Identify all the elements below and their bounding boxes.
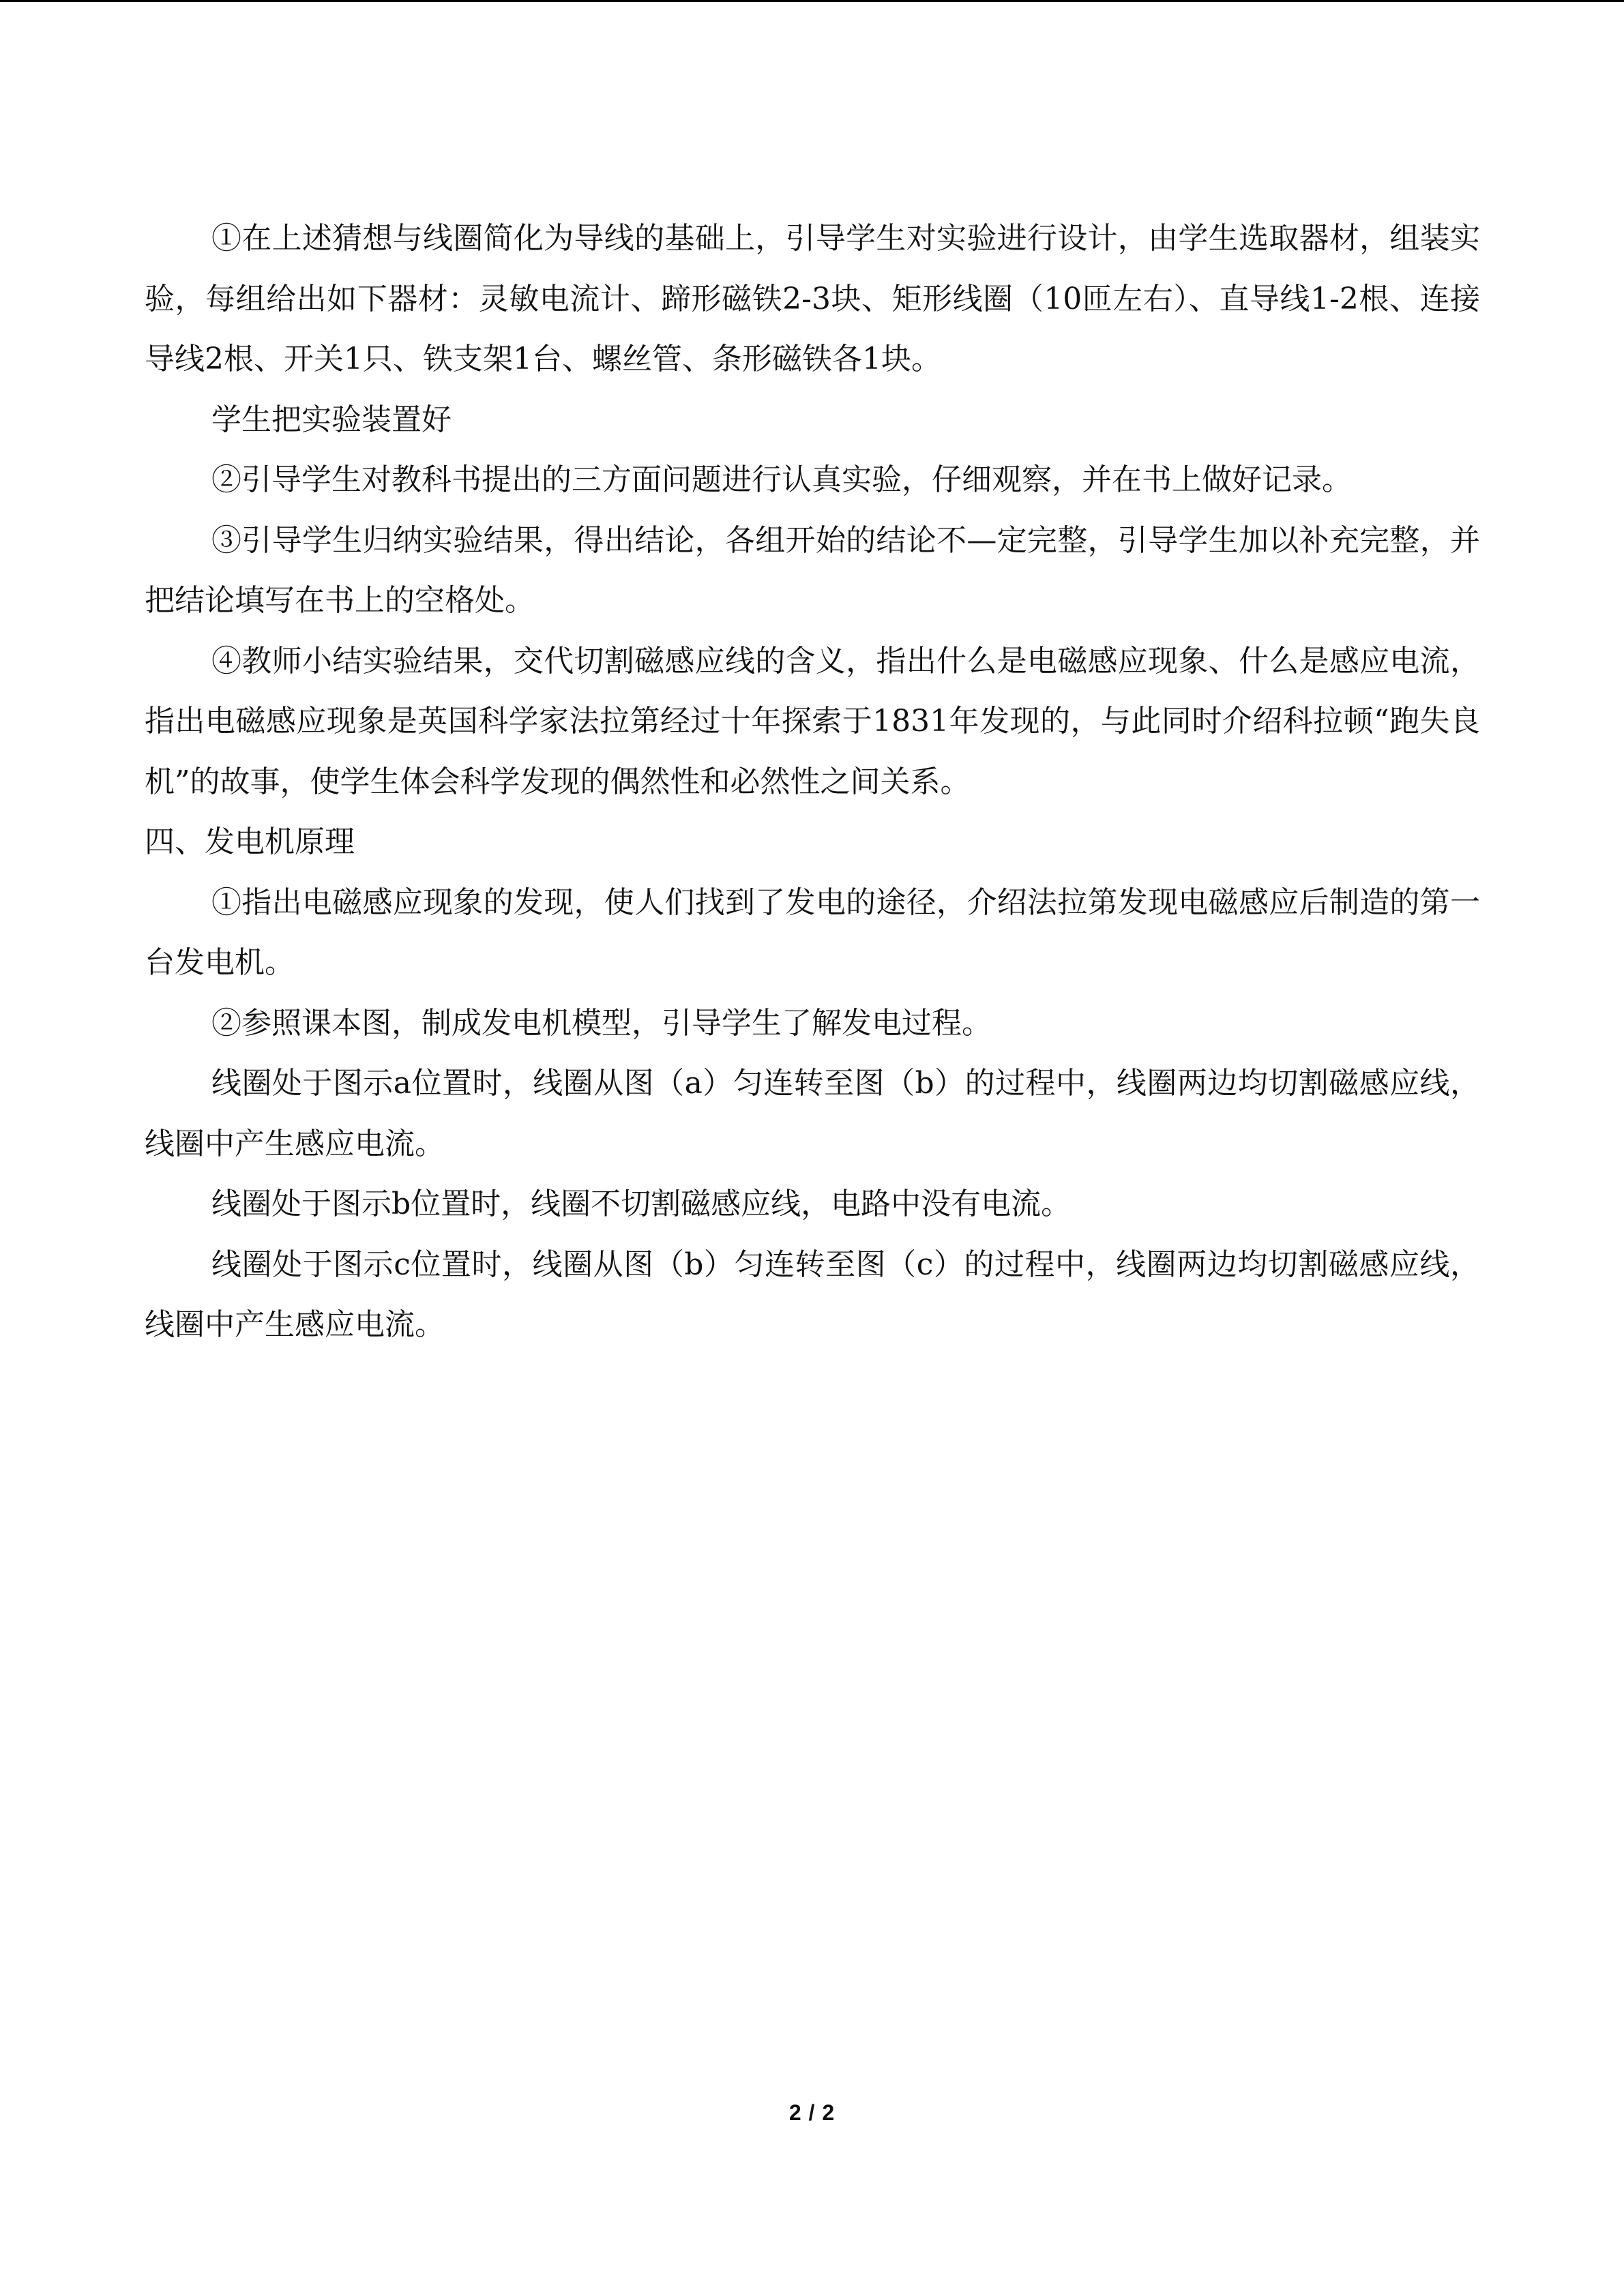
paragraph-teacher-summary: ④教师小结实验结果，交代切割磁感应线的含义，指出什么是电磁感应现象、什么是感应电流，指出电磁感应现象是英国科学家法拉第经过十年探索于1831年发现的，与此同时介绍科拉顿“跑失良机”的故事，使学生体会科学发现的偶然性和必然性之间关系。: [145, 643, 1480, 799]
paragraph-summarize-results: ③引导学生归纳实验结果，得出结论，各组开始的结论不—定完整，引导学生加以补充完整，并把结论填写在书上的空格处。: [145, 522, 1480, 618]
paragraph-position-c: 线圈处于图示c位置时，线圈从图（b）匀连转至图（c）的过程中，线圈两边均切割磁感应线，线圈中产生感应电流。: [145, 1247, 1480, 1342]
paragraph-generator-discovery: ①指出电磁感应现象的发现，使人们找到了发电的途径，介绍法拉第发现电磁感应后制造的第一台发电机。: [145, 884, 1480, 980]
top-border-line: [0, 0, 1624, 2]
paragraph-position-b: 线圈处于图示b位置时，线圈不切割磁感应线，电路中没有电流。: [211, 1187, 1072, 1221]
paragraph-guide-experiment: ②引导学生对教科书提出的三方面问题进行认真实验，仔细观察，并在书上做好记录。: [211, 462, 1352, 497]
section-heading-generator-principle: 四、发电机原理: [145, 824, 355, 859]
document-body: [145, 209, 1480, 1356]
paragraph-generator-model: ②参照课本图，制成发电机模型，引导学生了解发电过程。: [211, 1005, 992, 1041]
page-number: 2 / 2: [788, 2100, 836, 2125]
paragraph-setup-apparatus: 学生把实验装置好: [211, 402, 452, 437]
paragraph-position-a: 线圈处于图示a位置时，线圈从图（a）匀连转至图（b）的过程中，线圈两边均切割磁感应线，线圈中产生感应电流。: [145, 1066, 1480, 1161]
paragraph-experiment-design: ①在上述猜想与线圈简化为导线的基础上，引导学生对实验进行设计，由学生选取器材，组装实验，每组给出如下器材：灵敏电流计、蹄形磁铁2-3块、矩形线圈（10匝左右）、直导线1-2根、连接导线2根、开关1只、铁支架1台、螺丝管、条形磁铁各1块。: [145, 221, 1480, 376]
